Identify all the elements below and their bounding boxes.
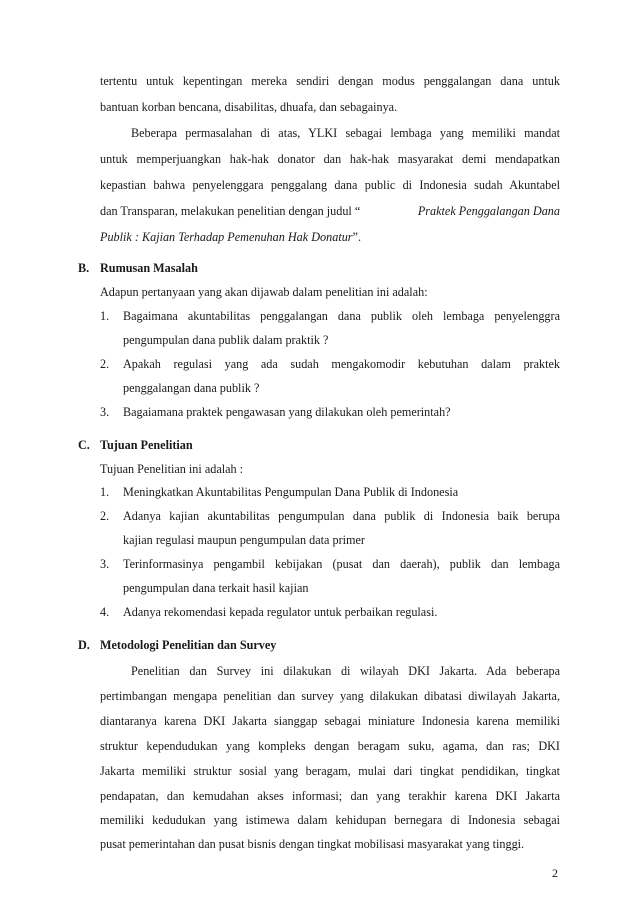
para2-line-2: untuk memperjuangkan hak-hak donator dan hak-hak masyarakat demi mendapatkan bbox=[100, 152, 560, 166]
para2-line-4 bbox=[100, 203, 560, 219]
study-title-part-1: Praktek Penggalangan Dana bbox=[417, 204, 560, 218]
para2-line-5-end: ”. bbox=[352, 230, 362, 244]
section-d-line-3: diantaranya karena DKI Jakarta sianggap sebagai miniature Indonesia karena memiliki bbox=[100, 714, 560, 728]
intro-line-1: tertentu untuk kepentingan mereka sendiri dengan modus penggalangan dana untuk bbox=[100, 74, 560, 88]
study-title-part-2: Publik : Kajian Terhadap Pemenuhan Hak Donatur bbox=[100, 230, 353, 244]
section-c-item-2-number: 2. bbox=[100, 509, 110, 523]
section-d-line-6: pendapatan, dan kemudahan akses informasi; dan yang terakhir karena DKI Jakarta bbox=[100, 789, 560, 803]
section-d-line-7: memiliki kedudukan yang istimewa dalam kehidupan bernegara di Indonesia sebagai bbox=[100, 813, 560, 827]
section-b-item-2-line-1: Apakah regulasi yang ada sudah mengakomodir kebutuhan dalam praktek bbox=[123, 357, 560, 371]
para2-line-1: Beberapa permasalahan di atas, YLKI sebagai lembaga yang memiliki mandat bbox=[131, 126, 560, 140]
section-b-lead: Adapun pertanyaan yang akan dijawab dalam penelitian ini adalah: bbox=[100, 285, 428, 299]
para2-line-4-text: dan Transparan, melakukan penelitian dengan judul “ bbox=[100, 204, 361, 218]
intro-line-2: bantuan korban bencana, disabilitas, dhuafa, dan sebagainya. bbox=[100, 100, 398, 114]
section-c-item-1-number: 1. bbox=[100, 485, 110, 499]
section-b-item-3-line-1: Bagaiamana praktek pengawasan yang dilakukan oleh pemerintah? bbox=[123, 405, 451, 419]
section-b-item-3-number: 3. bbox=[100, 405, 110, 419]
section-b-item-1-number: 1. bbox=[100, 309, 110, 323]
section-c-item-2-line-1: Adanya kajian akuntabilitas pengumpulan dana publik di Indonesia baik berupa bbox=[123, 509, 560, 523]
section-c-letter: C. bbox=[78, 438, 90, 452]
section-c-item-1-line-1: Meningkatkan Akuntabilitas Pengumpulan Dana Publik di Indonesia bbox=[123, 485, 459, 499]
section-d-line-5: Jakarta memiliki struktur sosial yang beragam, mulai dari tingkat pendidikan, tingkat bbox=[100, 764, 560, 778]
section-b-item-1-line-1: Bagaimana akuntabilitas penggalangan dana publik oleh lembaga penyelenggra bbox=[123, 309, 560, 323]
section-b-letter: B. bbox=[78, 261, 90, 275]
section-d-line-1: Penelitian dan Survey ini dilakukan di wilayah DKI Jakarta. Ada beberapa bbox=[131, 664, 560, 678]
section-c-heading: Tujuan Penelitian bbox=[100, 438, 193, 452]
section-c-lead: Tujuan Penelitian ini adalah : bbox=[100, 462, 244, 476]
para2-line-3: kepastian bahwa penyelenggara penggalang dana public di Indonesia sudah Akuntabel bbox=[100, 178, 560, 192]
section-c-item-4-number: 4. bbox=[100, 605, 110, 619]
section-c-item-4-line-1: Adanya rekomendasi kepada regulator untuk perbaikan regulasi. bbox=[123, 605, 438, 619]
section-c-item-3-line-2: pengumpulan dana terkait hasil kajian bbox=[123, 581, 309, 595]
section-d-line-8: pusat pemerintahan dan pusat bisnis dengan tingkat mobilisasi masyarakat yang tinggi. bbox=[100, 837, 525, 851]
section-d-line-4: struktur kependudukan yang kompleks dengan beragam suku, agama, dan ras; DKI bbox=[100, 739, 560, 753]
section-c-item-2-line-2: kajian regulasi maupun pengumpulan data primer bbox=[123, 533, 365, 547]
para2-line-5 bbox=[100, 229, 361, 245]
section-b-item-2-line-2: penggalangan dana publik ? bbox=[123, 381, 260, 395]
section-b-heading: Rumusan Masalah bbox=[100, 261, 198, 275]
section-b-item-2-number: 2. bbox=[100, 357, 110, 371]
section-d-letter: D. bbox=[78, 638, 90, 652]
section-c-item-3-number: 3. bbox=[100, 557, 110, 571]
section-b-item-1-line-2: pengumpulan dana publik dalam praktik ? bbox=[123, 333, 329, 347]
section-d-heading: Metodologi Penelitian dan Survey bbox=[100, 638, 277, 652]
section-c-item-3-line-1: Terinformasinya pengambil kebijakan (pusat dan daerah), publik dan lembaga bbox=[123, 557, 560, 571]
section-d-line-2: pertimbangan mengapa penelitian dan survey yang dilakukan dibatasi diwilayah Jakarta, bbox=[100, 689, 560, 703]
page-number: 2 bbox=[552, 866, 558, 880]
